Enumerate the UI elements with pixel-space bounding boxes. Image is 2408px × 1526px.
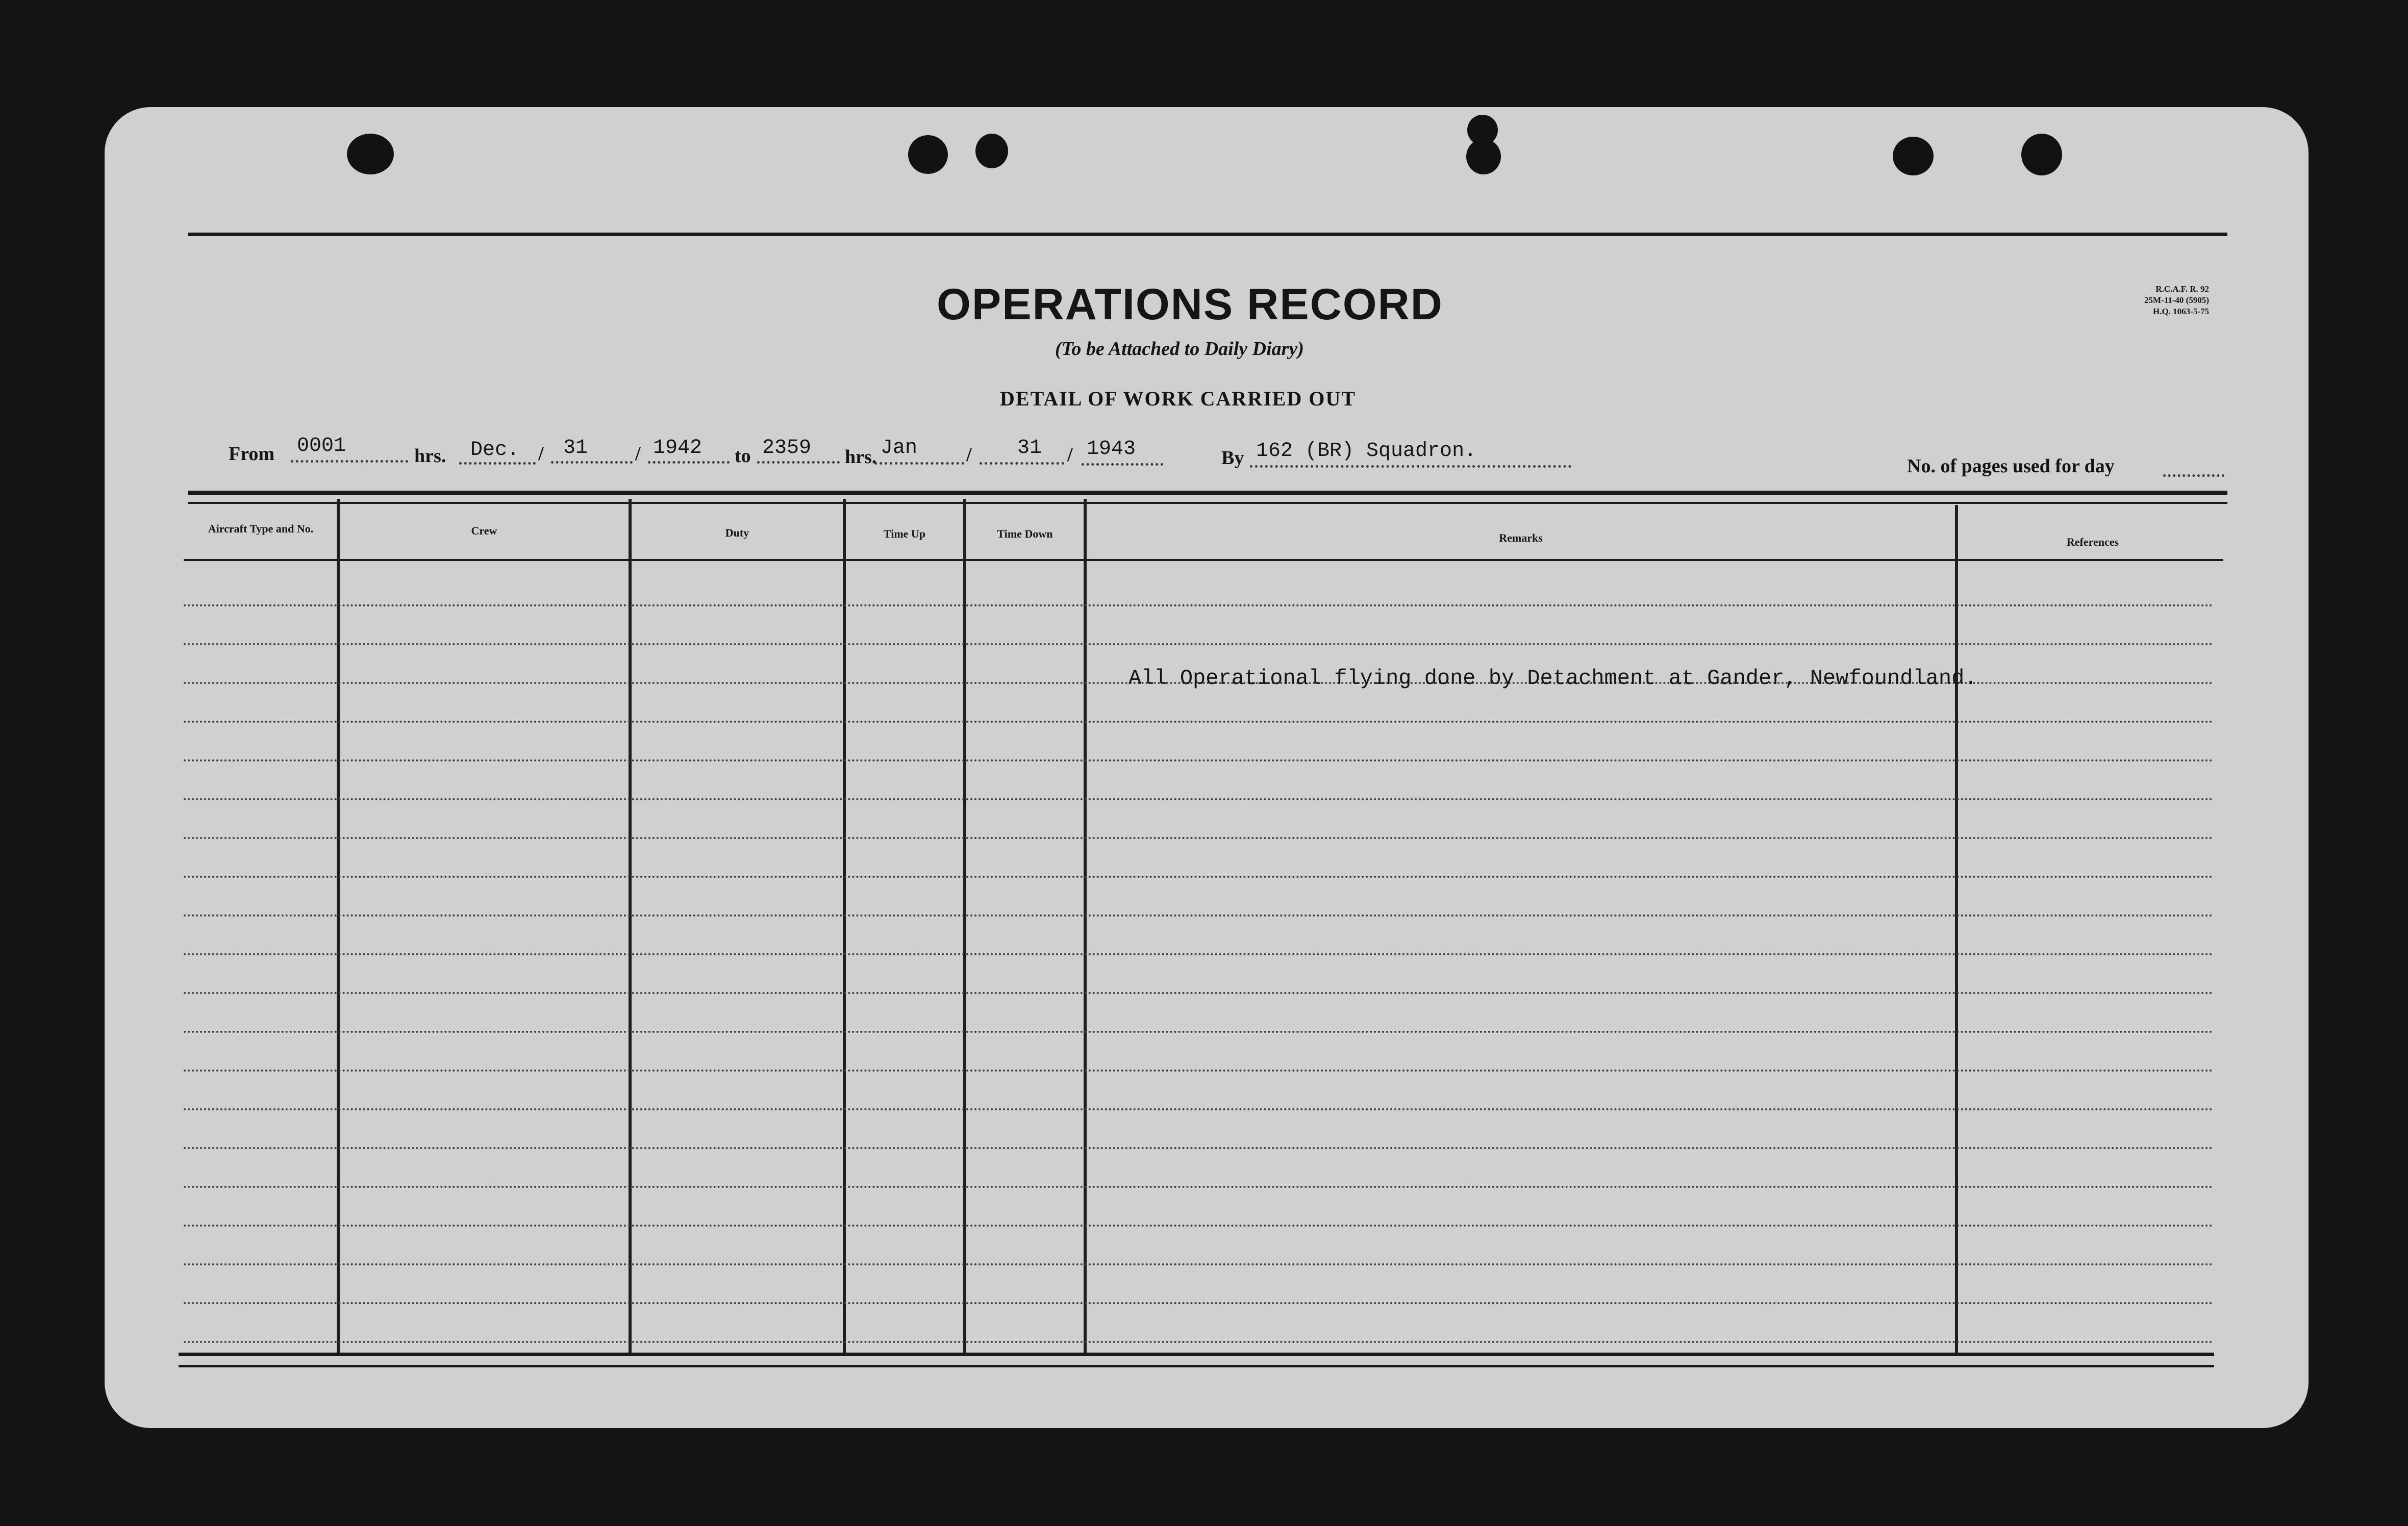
fill-line bbox=[291, 460, 408, 463]
entry-row-line bbox=[184, 837, 2214, 839]
hrs-label: hrs. bbox=[414, 445, 446, 467]
entry-row-line bbox=[184, 1070, 2214, 1072]
form-number bbox=[2061, 284, 2209, 317]
entry-row-line bbox=[184, 643, 2214, 645]
to-hours: 2359 bbox=[762, 437, 812, 460]
punch-hole bbox=[2021, 134, 2062, 175]
slash: / bbox=[966, 444, 972, 466]
detail-heading: DETAIL OF WORK CARRIED OUT bbox=[1000, 387, 1357, 410]
slash: / bbox=[1067, 444, 1073, 466]
table-top-rule bbox=[188, 491, 2227, 495]
fill-line bbox=[551, 461, 633, 464]
header-underline bbox=[184, 559, 2223, 561]
entry-row-line bbox=[184, 1108, 2214, 1110]
entry-row-line bbox=[184, 759, 2214, 761]
entry-row-line bbox=[184, 798, 2214, 800]
entry-row-line bbox=[184, 992, 2214, 994]
entry-row-line bbox=[184, 1186, 2214, 1188]
entry-row-line bbox=[184, 953, 2214, 955]
remarks-entry: All Operational flying done by Detachment at Gander, Newfoundland. bbox=[1128, 666, 1977, 691]
fill-line bbox=[874, 462, 964, 465]
punch-hole bbox=[975, 134, 1008, 168]
punch-hole bbox=[347, 134, 394, 174]
column-header-aircraft: Aircraft Type and No. bbox=[208, 522, 314, 535]
from-hours: 0001 bbox=[297, 435, 346, 457]
entry-row-line bbox=[184, 876, 2214, 878]
fill-line bbox=[2163, 474, 2224, 477]
entry-row-line bbox=[184, 1225, 2214, 1227]
slash: / bbox=[538, 443, 544, 465]
fill-line bbox=[459, 462, 536, 465]
to-label: to bbox=[735, 445, 751, 467]
fill-line bbox=[980, 462, 1064, 465]
by-label: By bbox=[1221, 447, 1244, 469]
from-year: 1942 bbox=[653, 437, 703, 460]
form-number-line: H.Q. 1063-5-75 bbox=[2152, 307, 2209, 316]
fill-line bbox=[757, 461, 840, 464]
entry-row-line bbox=[184, 1302, 2214, 1304]
column-header-remarks: Remarks bbox=[1499, 531, 1543, 544]
entry-row-line bbox=[184, 914, 2214, 917]
fill-line bbox=[1082, 463, 1163, 466]
column-header-duty: Duty bbox=[725, 526, 749, 539]
to-year: 1943 bbox=[1087, 438, 1136, 461]
punch-hole bbox=[1893, 137, 1934, 175]
from-day: 31 bbox=[563, 437, 588, 460]
punch-hole bbox=[908, 135, 948, 174]
hrs-label: hrs. bbox=[845, 446, 877, 468]
form-title: OPERATIONS RECORD bbox=[937, 280, 1443, 329]
punch-hole bbox=[1466, 139, 1501, 174]
entry-rows bbox=[184, 594, 2214, 1354]
entry-row-line bbox=[184, 721, 2214, 723]
from-label: From bbox=[229, 443, 275, 465]
table-bottom-rule bbox=[179, 1365, 2214, 1367]
fill-line bbox=[648, 461, 730, 464]
form-subtitle: (To be Attached to Daily Diary) bbox=[1055, 338, 1304, 360]
squadron-name: 162 (BR) Squadron. bbox=[1256, 440, 1477, 463]
entry-row-line bbox=[184, 1147, 2214, 1149]
entry-row-line bbox=[184, 1031, 2214, 1033]
entry-row-line bbox=[184, 604, 2214, 606]
fill-line bbox=[1250, 465, 1571, 468]
column-header-time-down: Time Down bbox=[997, 527, 1053, 540]
column-header-time-up: Time Up bbox=[883, 527, 926, 540]
form-number-line: 25M-11-40 (5905) bbox=[2144, 295, 2209, 305]
column-header-crew: Crew bbox=[471, 524, 497, 537]
top-rule bbox=[188, 233, 2227, 236]
from-month: Dec. bbox=[470, 439, 520, 462]
entry-row-line bbox=[184, 1263, 2214, 1265]
entry-row-line bbox=[184, 1341, 2214, 1343]
to-month: Jan bbox=[881, 437, 918, 460]
pages-used-label: No. of pages used for day bbox=[1907, 455, 2115, 477]
column-header-references: References bbox=[2066, 536, 2119, 548]
form-number-line: R.C.A.F. R. 92 bbox=[2155, 284, 2209, 294]
to-day: 31 bbox=[1017, 437, 1042, 460]
slash: / bbox=[635, 443, 641, 465]
table-header-rule bbox=[188, 502, 2227, 504]
